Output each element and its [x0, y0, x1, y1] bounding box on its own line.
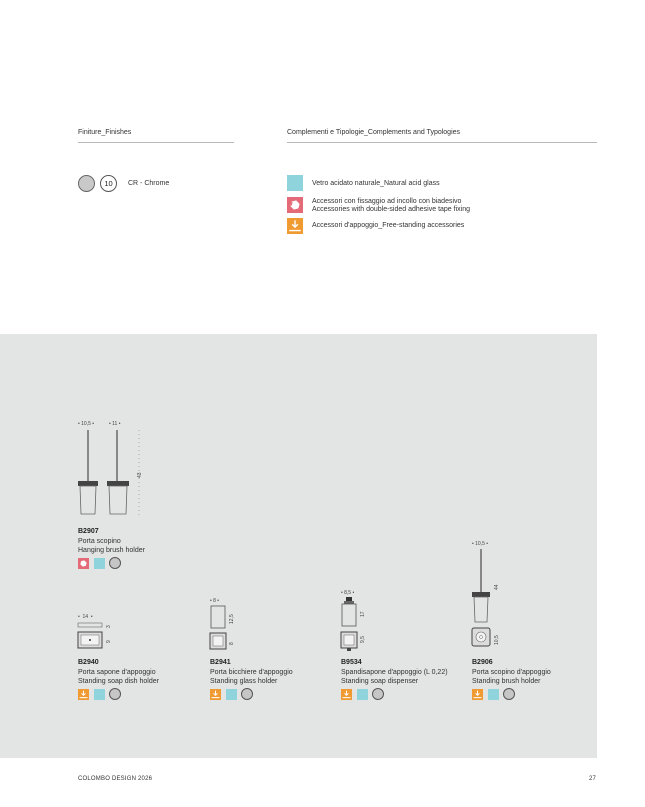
dimension-label: • 10,5 • [472, 541, 489, 547]
acid-glass-swatch-icon [357, 689, 368, 700]
free-standing-icon [210, 689, 221, 700]
complements-divider [287, 142, 597, 143]
dimension-label: • 8,5 • [341, 590, 355, 596]
dimension-label: 44 [494, 584, 500, 590]
dimension-label: • 10,5 • [78, 421, 95, 427]
product-code: B9534 [341, 659, 362, 666]
product-code: B2906 [472, 659, 493, 666]
product-name-en: Standing soap dispenser [341, 678, 419, 685]
dimension-label: 10,5 [494, 635, 500, 645]
chrome-finish-icon [372, 688, 384, 700]
acid-glass-swatch-icon [94, 558, 105, 569]
dimension-label: • 11 • [109, 421, 121, 427]
product-name-en: Standing soap dish holder [78, 678, 159, 685]
product-drawing-b2941 [208, 605, 230, 653]
free-standing-icon [287, 218, 303, 234]
chrome-finish-swatch [78, 175, 95, 192]
product-name-it: Porta bicchiere d'appoggio [210, 669, 293, 676]
chrome-finish-icon [109, 688, 121, 700]
chrome-finish-icon [503, 688, 515, 700]
acid-glass-swatch-icon [94, 689, 105, 700]
legend-adhesive-text-it: Accessori con fissaggio ad incollo con biadesivo [312, 198, 462, 205]
finish-label: CR - Chrome [128, 180, 170, 187]
product-drawing-b2906 [470, 548, 494, 654]
product-code: B2941 [210, 659, 231, 666]
legend-acid-glass-text: Vetro acidato naturale_Natural acid glass [312, 180, 440, 187]
product-name-it: Porta scopino [78, 538, 121, 545]
finishes-heading: Finiture_Finishes [78, 129, 132, 136]
acid-glass-swatch-icon [226, 689, 237, 700]
dimension-label: • 14 • [78, 614, 93, 620]
dimension-label: • 8 • [210, 598, 220, 604]
product-name-en: Standing brush holder [472, 678, 541, 685]
dimension-label: 9,5 [360, 636, 366, 643]
legend-free-standing-text: Accessori d'appoggio_Free-standing accessories [312, 222, 465, 229]
page-number: 27 [589, 776, 597, 782]
acid-glass-swatch-icon [287, 175, 303, 191]
free-standing-icon [78, 689, 89, 700]
product-name-it: Porta scopino d'appoggio [472, 669, 551, 676]
product-code: B2940 [78, 659, 99, 666]
product-name-it: Porta sapone d'appoggio [78, 669, 156, 676]
dimension-label: 9 [106, 640, 112, 643]
adhesive-fixing-icon [287, 197, 303, 213]
product-name-en: Standing glass holder [210, 678, 278, 685]
product-name-en: Hanging brush holder [78, 547, 145, 554]
product-drawing-b9534 [339, 596, 361, 654]
complements-heading: Complementi e Tipologie_Complements and Typologies [287, 129, 461, 136]
dimension-label: 12,5 [229, 614, 235, 624]
chrome-finish-icon [241, 688, 253, 700]
finishes-divider [78, 142, 234, 143]
free-standing-icon [472, 689, 483, 700]
product-name-it: Spandisapone d'appoggio (L 0,22) [341, 669, 448, 676]
product-code: B2907 [78, 528, 99, 535]
product-drawing-b2940 [77, 622, 107, 652]
dimension-label: 43 [137, 472, 143, 478]
chrome-finish-icon [109, 557, 121, 569]
dimension-label: 17 [360, 611, 366, 617]
footer-brand: COLOMBO DESIGN 2026 [78, 776, 153, 782]
free-standing-icon [341, 689, 352, 700]
dimension-label: 8 [229, 642, 235, 645]
finish-code-badge: 10 [100, 175, 117, 192]
dimension-label: 3 [106, 625, 112, 628]
legend-adhesive-text-en: Accessories with double-sided adhesive tape fixing [312, 206, 470, 213]
adhesive-fixing-icon [78, 558, 89, 569]
acid-glass-swatch-icon [488, 689, 499, 700]
